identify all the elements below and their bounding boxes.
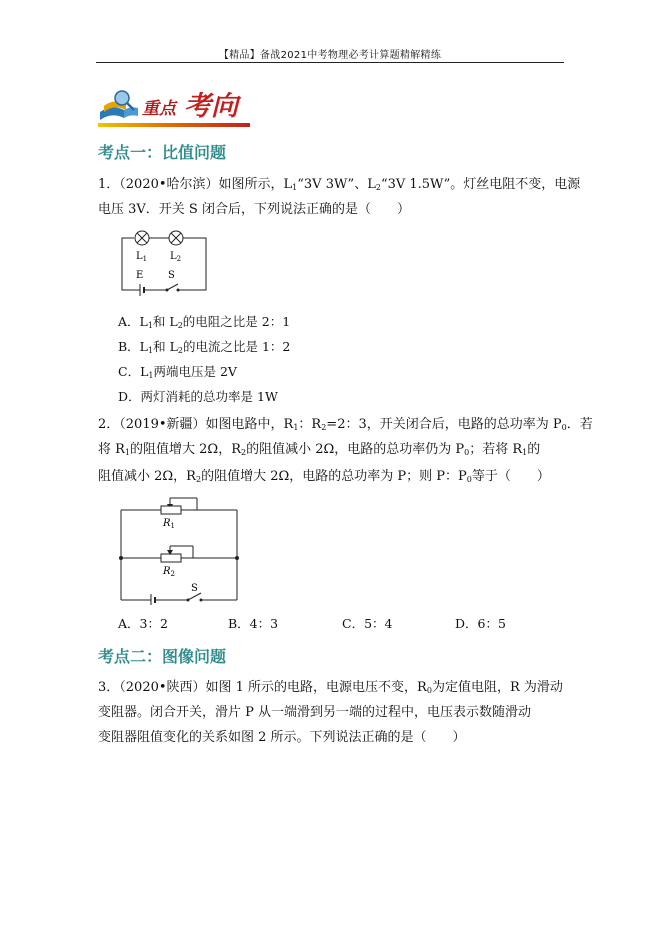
question-3-line-1: 3．（2020•陕西）如图 1 所示的电路，电源电压不变，$R_0$为定值电阻，R 为滑动 [98, 680, 563, 695]
banner-underline [98, 123, 250, 127]
section-title: 考点一：比值问题 [98, 143, 227, 162]
question-1-circuit-diagram [118, 226, 208, 296]
question-3-line-2: 变阻器。闭合开关，滑片 P 从一端滑到另一端的过程中，电压表示数随滑动 [98, 705, 532, 720]
resistor-r1-label: $R_1$ [163, 518, 175, 530]
question-2-circuit-diagram [115, 490, 245, 605]
question-2-option-a: A．3：2 [118, 616, 168, 631]
page-header: 【精品】备战2021中考物理必考计算题精解精练 [218, 50, 442, 61]
question-1-option-b: B．$L_1$和 $L_2$的电流之比是 1：2 [118, 339, 291, 355]
question-1-option-a: A．$L_1$和 $L_2$的电阻之比是 2：1 [118, 314, 291, 330]
question-2-option-d: D．6：5 [455, 616, 506, 631]
question-2-line-1: 2．（2019•新疆）如图电路中，$R_1$：$R_2=2$：3，开关闭合后，电路的总功率为 $P_0$．若 [98, 417, 593, 432]
battery-label: E [136, 270, 144, 281]
switch-label: S [168, 270, 175, 281]
question-1-line-2: 电压 3V．开关 S 闭合后，下列说法正确的是（ ） [98, 202, 410, 217]
header-divider [96, 62, 564, 63]
banner-text-small: 重点 [142, 99, 176, 119]
switch-label: S [191, 583, 198, 594]
question-1-option-d: D．两灯消耗的总功率是 1W [118, 389, 278, 404]
question-1-option-c: C．$L_1$两端电压是 2V [118, 364, 237, 380]
resistor-r1-icon [161, 506, 181, 514]
resistor-r2-label: $R_2$ [163, 566, 175, 578]
question-1-line-1: 1．（2020•哈尔滨）如图所示，$L_1“3V$ 3W”、$L_2“3V$ 1.5W”。灯丝电阻不变，电源 [98, 177, 581, 192]
question-3-line-3: 变阻器阻值变化的关系如图 2 所示。下列说法正确的是（ ） [98, 730, 466, 745]
switch-icon [188, 593, 201, 600]
question-2-line-2: 将 $R_1$的阻值增大 2Ω，$R_2$的阻值减小 2Ω，电路的总功率仍为 $P_0$；若将 $R_1$的 [98, 442, 541, 457]
section-title: 考点二：图像问题 [98, 647, 227, 666]
banner-text-large: 考向 [184, 91, 238, 122]
lamp-l2-label: $L_2$ [170, 251, 182, 263]
question-2-option-b: B．4：3 [228, 616, 279, 631]
resistor-r2-icon [161, 554, 181, 562]
book-icon [98, 88, 140, 122]
question-2-option-c: C．5：4 [342, 616, 393, 631]
lamp-l1-label: $L_1$ [136, 251, 148, 263]
question-2-line-3: 阻值减小 2Ω，$R_2$的阻值增大 2Ω，电路的总功率为 P；则 P：$P_0$等于（ ） [98, 469, 550, 484]
